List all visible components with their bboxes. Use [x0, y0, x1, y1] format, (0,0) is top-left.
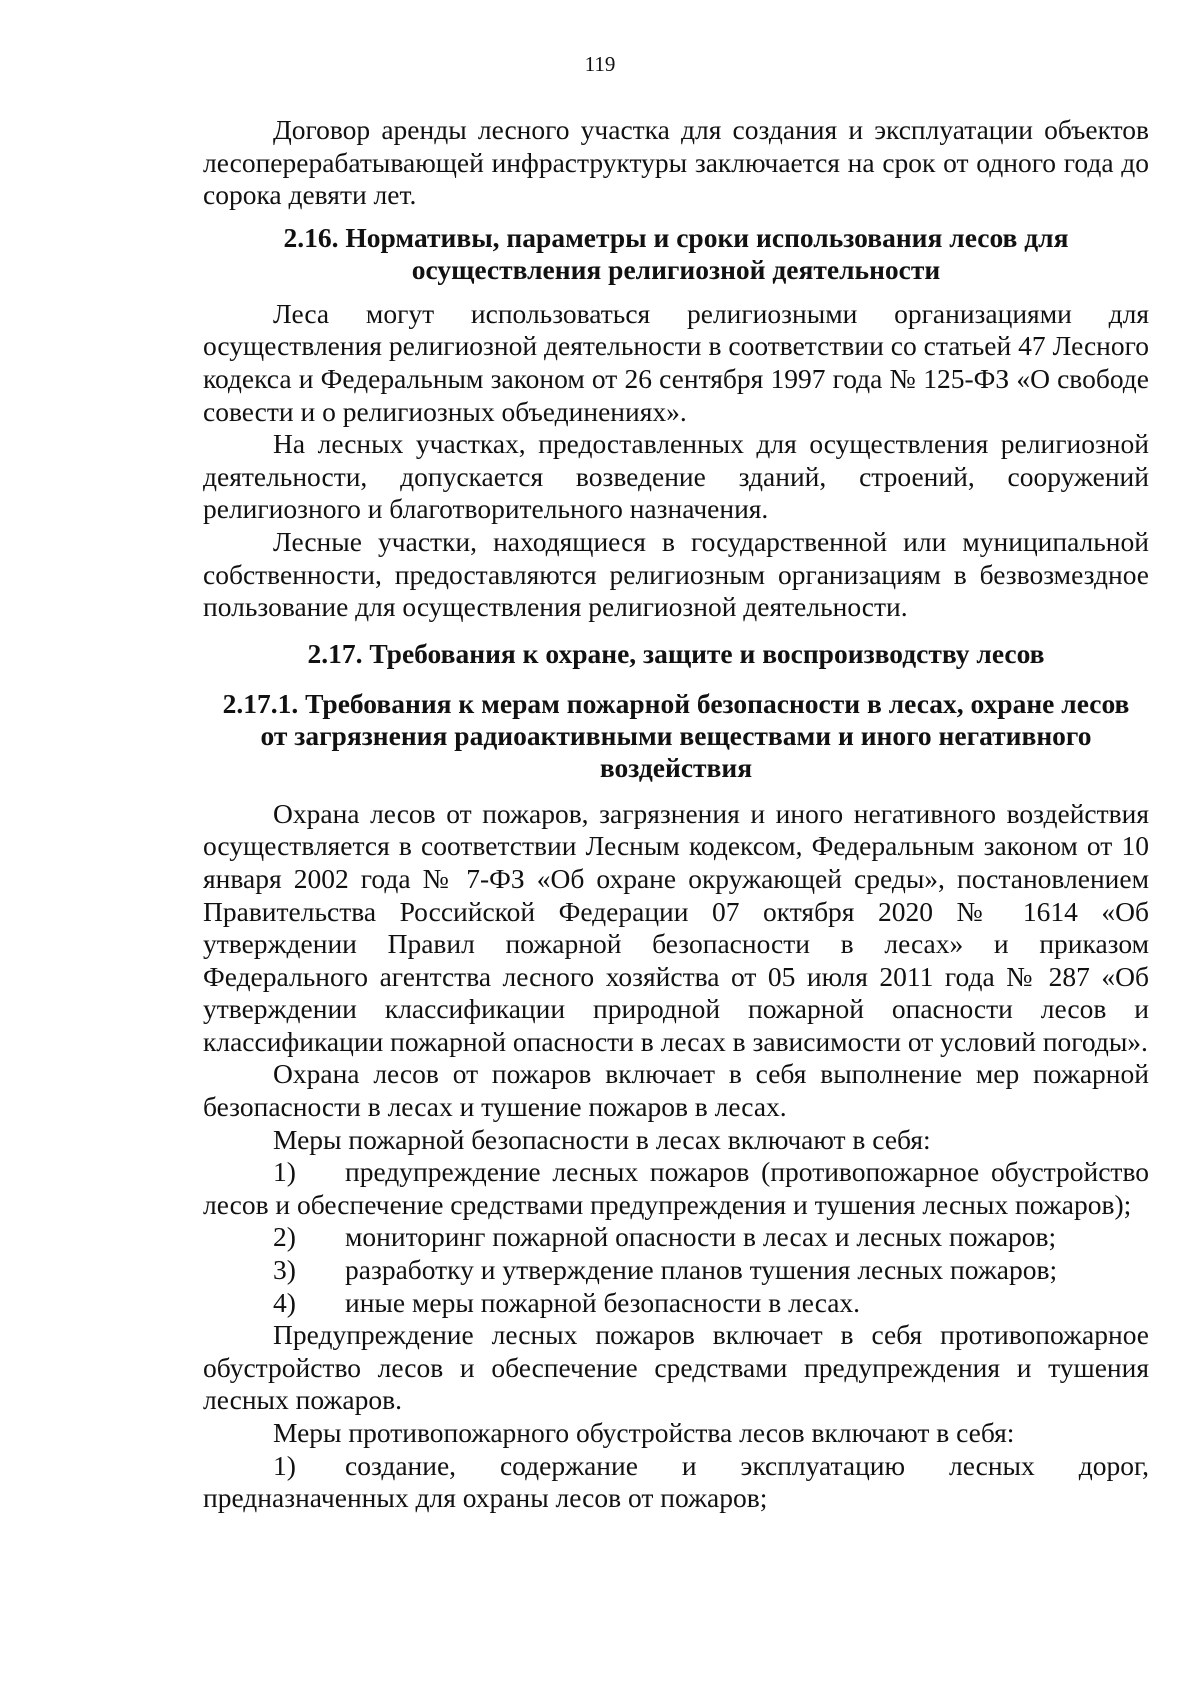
paragraph-religious-use: Леса могут использоваться религиозными организациями для осуществления религиозной деятельности в соответствии со статьей 47 Лесного кодекса и Федеральным законом от 26 сентября 1997 года № 125-ФЗ «О свободе совести и о религиозных объединениях».: [203, 297, 1149, 427]
heading-line: 2.16. Нормативы, параметры и сроки использования лесов для: [283, 221, 1069, 253]
list-item: [203, 1287, 1149, 1320]
list-item-number: 4): [273, 1286, 296, 1318]
list-item: [203, 1254, 1149, 1287]
list-item-text: мониторинг пожарной опасности в лесах и лесных пожаров;: [345, 1221, 1057, 1253]
paragraph-religious-free-use: Лесные участки, находящиеся в государственной или муниципальной собственности, предоставляются религиозным организациям в безвозмездное пользование для осуществления религиозной деятельности.: [203, 525, 1149, 623]
list-item: [203, 1450, 1149, 1515]
paragraph-fire-arrangement-intro: Меры противопожарного обустройства лесов включают в себя:: [273, 1417, 1015, 1448]
paragraph-lease-term: Договор аренды лесного участка для создания и эксплуатации объектов лесоперерабатывающей инфраструктуры заключается на срок от одного года до сорока девяти лет.: [203, 114, 1149, 211]
paragraph-religious-buildings: На лесных участках, предоставленных для осуществления религиозной деятельности, допускается возведение зданий, строений, сооружений религиозного и благотворительного назначения.: [203, 428, 1149, 525]
list-item: [203, 1221, 1149, 1254]
list-item: [203, 1156, 1149, 1221]
list-item-number: 1): [273, 1156, 296, 1188]
list-item-number: 1): [273, 1449, 296, 1481]
section-heading-2-16: [203, 222, 1149, 286]
document-body: [203, 114, 1149, 1515]
list-item-text: иные меры пожарной безопасности в лесах.: [345, 1286, 861, 1318]
list-item-text: разработку и утверждение планов тушения лесных пожаров;: [345, 1254, 1058, 1286]
section-heading-2-17-1: [203, 688, 1149, 784]
heading-line: воздействия: [599, 751, 753, 783]
paragraph-fire-measures-intro: Меры пожарной безопасности в лесах включают в себя:: [273, 1123, 931, 1155]
list-item-number: 2): [273, 1221, 296, 1253]
list-item-text: создание, содержание и эксплуатацию лесных дорог, предназначенных для охраны лесов от пожаров;: [203, 1449, 1149, 1514]
heading-line: от загрязнения радиоактивными веществами и иного негативного: [260, 719, 1092, 751]
section-heading-2-17: 2.17. Требования к охране, защите и воспроизводству лесов: [307, 637, 1045, 669]
heading-line: 2.17.1. Требования к мерам пожарной безопасности в лесах, охране лесов: [222, 687, 1130, 719]
paragraph-fire-protection-includes: Охрана лесов от пожаров включает в себя выполнение мер пожарной безопасности в лесах и тушение пожаров в лесах.: [203, 1058, 1149, 1123]
list-item-number: 3): [273, 1254, 296, 1286]
heading-line: осуществления религиозной деятельности: [411, 253, 941, 285]
paragraph-fire-prevention: Предупреждение лесных пожаров включает в себя противопожарное обустройство лесов и обеспечение средствами предупреждения и тушения лесных пожаров.: [203, 1319, 1149, 1416]
paragraph-fire-protection-law: Охрана лесов от пожаров, загрязнения и иного негативного воздействия осуществляется в соответствии Лесным кодексом, Федеральным законом от 10 января 2002 года № 7-ФЗ «Об охране окружающей среды», постановлением Правительства Российской Федерации 07 октября 2020 № 1614 «Об утверждении Правил пожарной безопасности в лесах» и приказом Федерального агентства лесного хозяйства от 05 июля 2011 года № 287 «Об утверждении классификации природной пожарной опасности лесов и классификации пожарной опасности в лесах в зависимости от условий погоды».: [203, 797, 1149, 1057]
list-item-text: предупреждение лесных пожаров (противопожарное обустройство лесов и обеспечение средствами предупреждения и тушения лесных пожаров);: [203, 1156, 1149, 1220]
page-number: 119: [584, 52, 616, 76]
